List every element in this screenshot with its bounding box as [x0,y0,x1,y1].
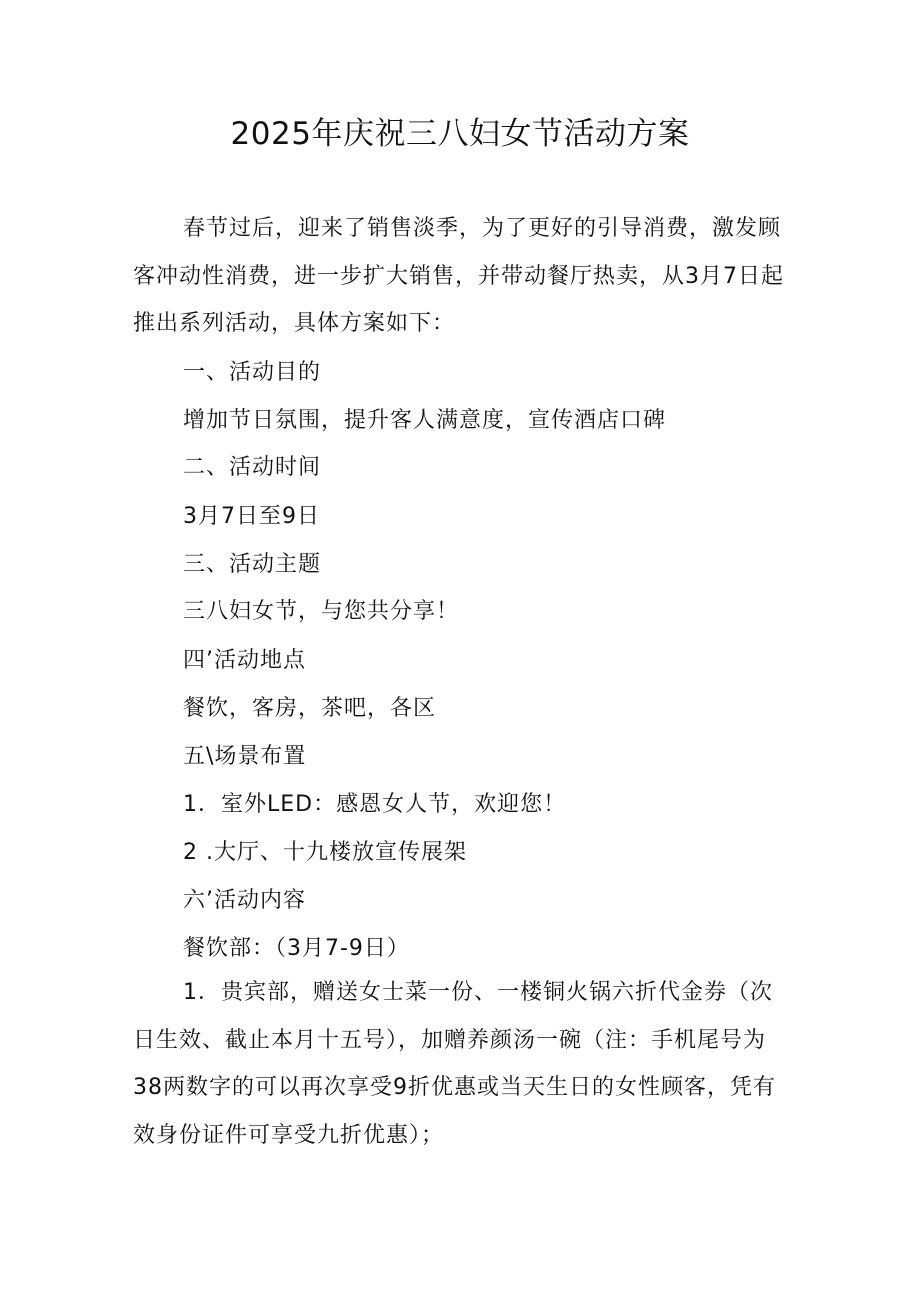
content-subheading-dining: 餐饮部：（3月7-9日） [183,936,410,961]
section-heading-setup: 五\场景布置 [183,744,307,769]
closing-paragraph: 1．贵宾部，赠送女士菜一份、一楼铜火锅六折代金券（次日生效、截止本月十五号），加赠养颜汤一碗（注：手机尾号为38两数字的可以再次享受9折优惠或当天生日的女性顾客，凭有效身份证件可享受九折优惠）； [133,980,776,1148]
intro-paragraph: 春节过后，迎来了销售淡季，为了更好的引导消费，激发顾客冲动性消费，进一步扩大销售，并带动餐厅热卖，从3月7日起推出系列活动，具体方案如下： [133,216,784,336]
theme-text: 三八妇女节，与您共分享！ [183,599,460,624]
purpose-text: 增加节日氛围，提升客人满意度，宣传酒店口碑 [183,408,667,433]
time-text: 3月7日至9日 [183,504,320,529]
section-heading-purpose: 一、活动目的 [183,360,322,385]
setup-item-1: 1．室外LED：感恩女人节，欢迎您！ [183,792,567,817]
section-heading-time: 二、活动时间 [183,455,322,480]
section-heading-theme: 三、活动主题 [183,552,322,577]
document-title: 2025年庆祝三八妇女节活动方案 [230,116,690,152]
section-heading-location: 四’活动地点 [183,648,306,673]
setup-item-2: 2 .大厅、十九楼放宣传展架 [183,840,467,865]
location-text: 餐饮，客房，茶吧，各区 [183,696,437,721]
section-heading-content: 六’活动内容 [183,888,306,913]
